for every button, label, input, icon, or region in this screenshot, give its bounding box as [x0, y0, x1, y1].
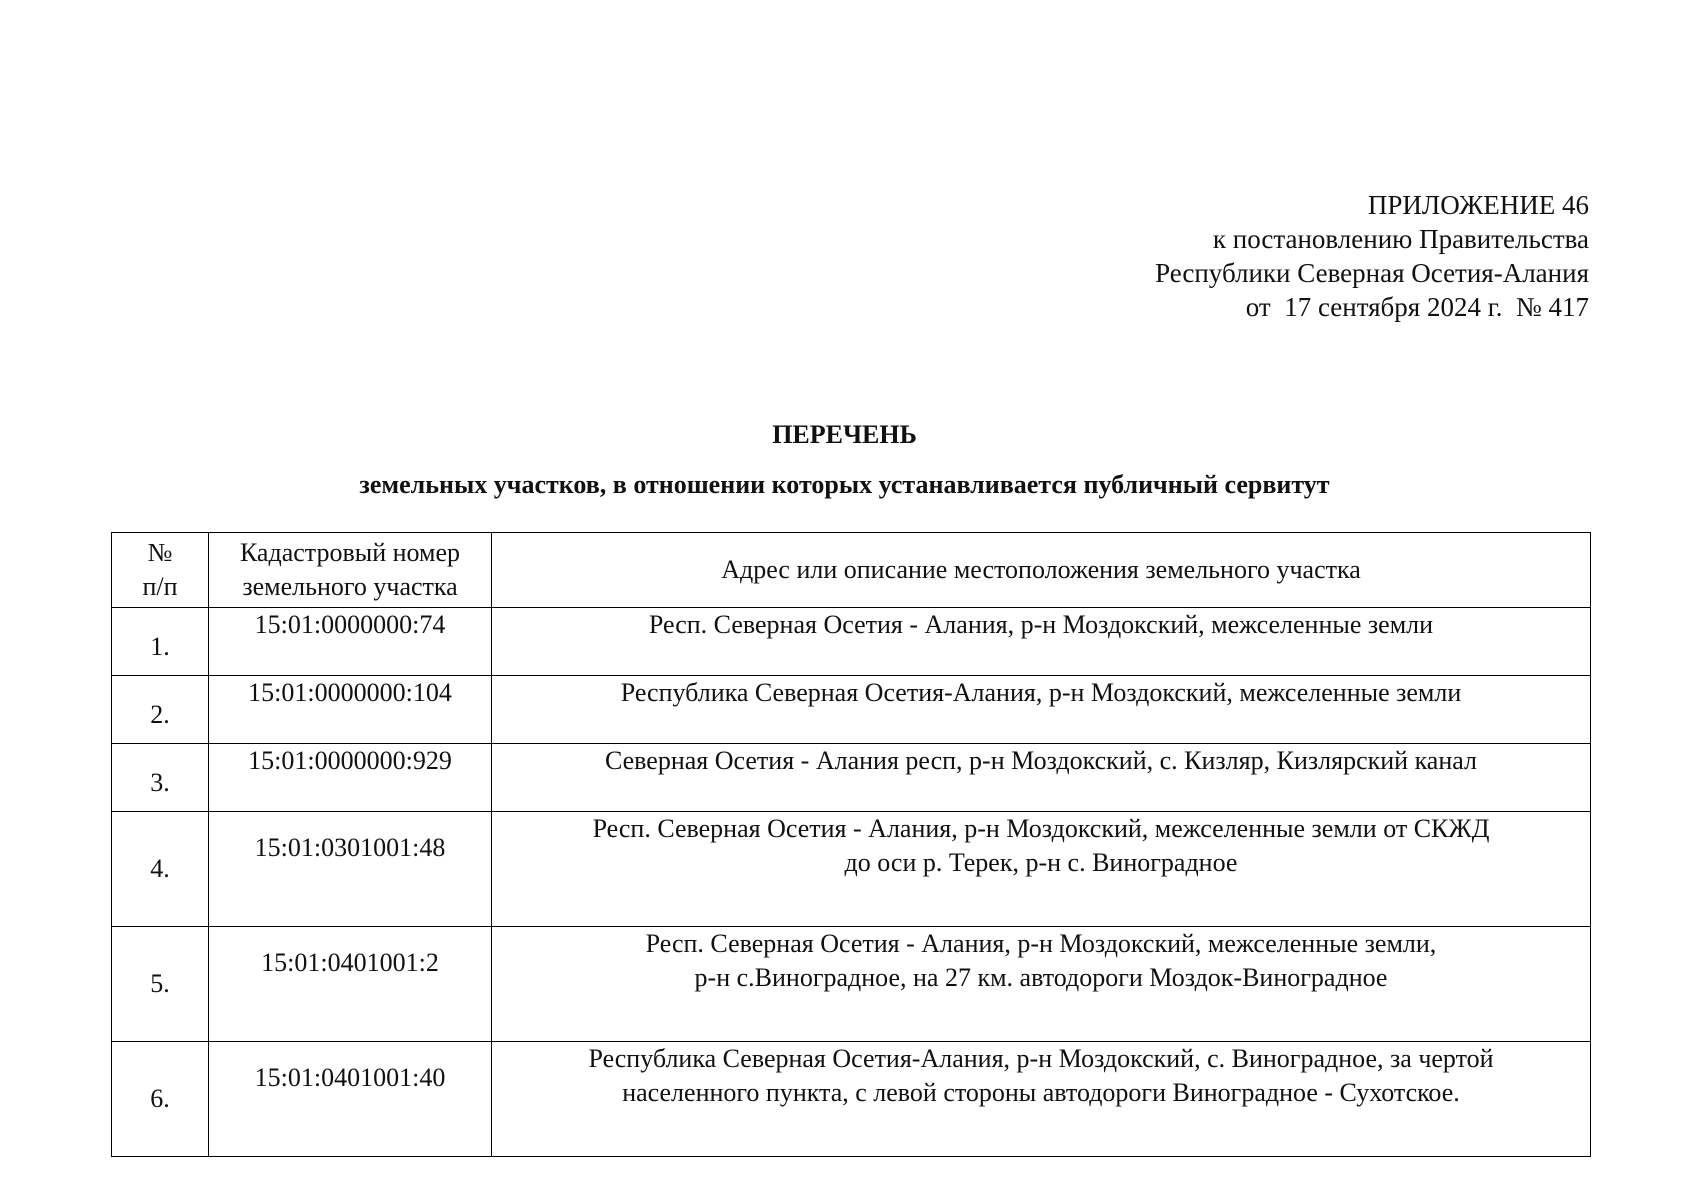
row-address-line1: Северная Осетия - Алания респ, р-н Моздокский, с. Кизляр, Кизлярский канал: [604, 746, 1477, 775]
row-address: [492, 608, 1591, 676]
document-subtitle: земельных участков, в отношении которых устанавливается публичный сервитут: [359, 470, 1330, 499]
land-plots-table: [111, 532, 1591, 1157]
row-address: [492, 927, 1591, 1042]
header-number-line1: №: [147, 538, 173, 567]
header-cadastral-line2: земельного участка: [242, 572, 458, 601]
table-row: [112, 608, 1591, 676]
header-number-line2: п/п: [142, 572, 178, 601]
header-cadastral-line1: Кадастровый номер: [239, 538, 461, 567]
row-address: [492, 812, 1591, 927]
row-number: 3.: [112, 744, 209, 812]
appendix-resolution-ref: к постановлению Правительства: [1212, 224, 1589, 254]
table-row: [112, 812, 1591, 927]
header-number: [112, 533, 209, 608]
row-address: [492, 676, 1591, 744]
row-number: 6.: [112, 1042, 209, 1157]
document-title: ПЕРЕЧЕНЬ: [772, 420, 917, 449]
table-row: [112, 744, 1591, 812]
row-address-line2: р-н с.Виноградное, на 27 км. автодороги Моздок-Виноградное: [694, 963, 1388, 992]
row-cadastral: 15:01:0000000:104: [209, 676, 492, 744]
row-cadastral: 15:01:0301001:48: [209, 812, 492, 927]
row-address-line2: до оси р. Терек, р-н с. Виноградное: [844, 848, 1238, 877]
table-header-row: [112, 533, 1591, 608]
appendix-government: Республики Северная Осетия-Алания: [1155, 258, 1589, 288]
appendix-date-number: от 17 сентября 2024 г. № 417: [1245, 292, 1589, 322]
row-cadastral: 15:01:0401001:2: [209, 927, 492, 1042]
row-cadastral: 15:01:0401001:40: [209, 1042, 492, 1157]
row-number: 2.: [112, 676, 209, 744]
row-number: 1.: [112, 608, 209, 676]
row-cadastral: 15:01:0000000:74: [209, 608, 492, 676]
row-number: 5.: [112, 927, 209, 1042]
header-address: Адрес или описание местоположения земельного участка: [492, 533, 1591, 608]
row-address-line1: Респ. Северная Осетия - Алания, р-н Моздокский, межселенные земли: [648, 610, 1434, 639]
header-cadastral: [209, 533, 492, 608]
row-address: [492, 1042, 1591, 1157]
row-address-line2: населенного пункта, с левой стороны автодороги Виноградное - Сухотское.: [622, 1078, 1460, 1107]
row-cadastral: 15:01:0000000:929: [209, 744, 492, 812]
row-address-line1: Республика Северная Осетия-Алания, р-н Моздокский, с. Виноградное, за чертой: [588, 1044, 1494, 1073]
table-row: [112, 1042, 1591, 1157]
row-address-line1: Респ. Северная Осетия - Алания, р-н Моздокский, межселенные земли от СКЖД: [592, 814, 1490, 843]
row-address: [492, 744, 1591, 812]
row-address-line1: Республика Северная Осетия-Алания, р-н Моздокский, межселенные земли: [620, 678, 1462, 707]
row-number: 4.: [112, 812, 209, 927]
appendix-header: [1155, 188, 1589, 324]
table-row: [112, 676, 1591, 744]
appendix-title: ПРИЛОЖЕНИЕ 46: [1367, 190, 1589, 220]
table-row: [112, 927, 1591, 1042]
row-address-line1: Респ. Северная Осетия - Алания, р-н Моздокский, межселенные земли,: [645, 929, 1437, 958]
